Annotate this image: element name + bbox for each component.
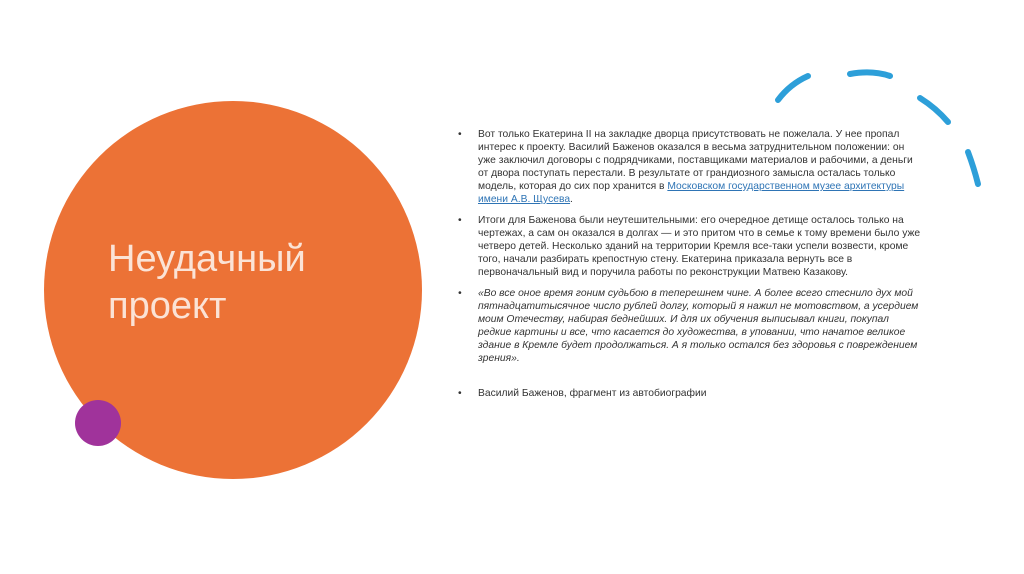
arc-dash-1 [778, 76, 808, 100]
arc-dash-3 [920, 98, 948, 122]
paragraph-1-end: . [570, 194, 573, 205]
bullet-list [452, 128, 922, 400]
text-content [452, 128, 922, 408]
paragraph-1-text: Вот только Екатерина II на закладке дворца присутствовать не пожелала. У нее пропал интерес к проекту. Василий Баженов оказался в весьма затруднительном положении: он уже заключил договоры с подрядчиками, поставщиками материалов и рабочими, а деньги от двора поступать перестали. В результате от грандиозного замысла осталась только модель, которая до сих пор хранится в [478, 129, 913, 192]
bullet-marker: • [458, 129, 462, 140]
paragraph-2-text: Итоги для Баженова были неутешительными: его очередное детище осталось только на чертежах, а сам он оказался в долгах — и это притом что в семье к тому времени было уже четверо детей. Несколько зданий на территории Кремля все-таки успели возвести, кроме того, начали разбирать крепостную стену. Екатерина приказала вернуть все в первоначальный вид и поручила работы по реконструкции Матвею Казакову. [478, 215, 921, 278]
list-item-1 [452, 128, 922, 206]
bullet-marker: • [458, 288, 462, 299]
arc-dash-2 [850, 72, 890, 76]
quote-attribution: Василий Баженов, фрагмент из автобиографии [478, 388, 707, 399]
slide-title: Неудачный проект [108, 238, 306, 327]
quote-text: «Во все оное время гоним судьбою в теперешнем чине. А более всего стеснило дух мой пятнадцатитысячное число рублей долгу, который я нажил не мотовством, а усердием моим Отечеству, набирая беднейших. И для их обучения выписывал книги, покупал редкие картины и все, что касается до художества, в уповании, что начатое великое здание в Кремле будет продолжаться. А я только остался без здоровья с повреждением зрения». [478, 288, 919, 364]
decorative-purple-circle [75, 400, 121, 446]
list-item-4 [452, 387, 922, 400]
bullet-marker: • [458, 215, 462, 226]
list-item-2 [452, 214, 922, 279]
arc-dash-4 [968, 152, 978, 184]
bullet-marker: • [458, 388, 462, 399]
museum-link[interactable]: Московском государственном музее архитектуры имени А.В. Щусева [478, 181, 905, 205]
list-item-3 [452, 287, 922, 365]
